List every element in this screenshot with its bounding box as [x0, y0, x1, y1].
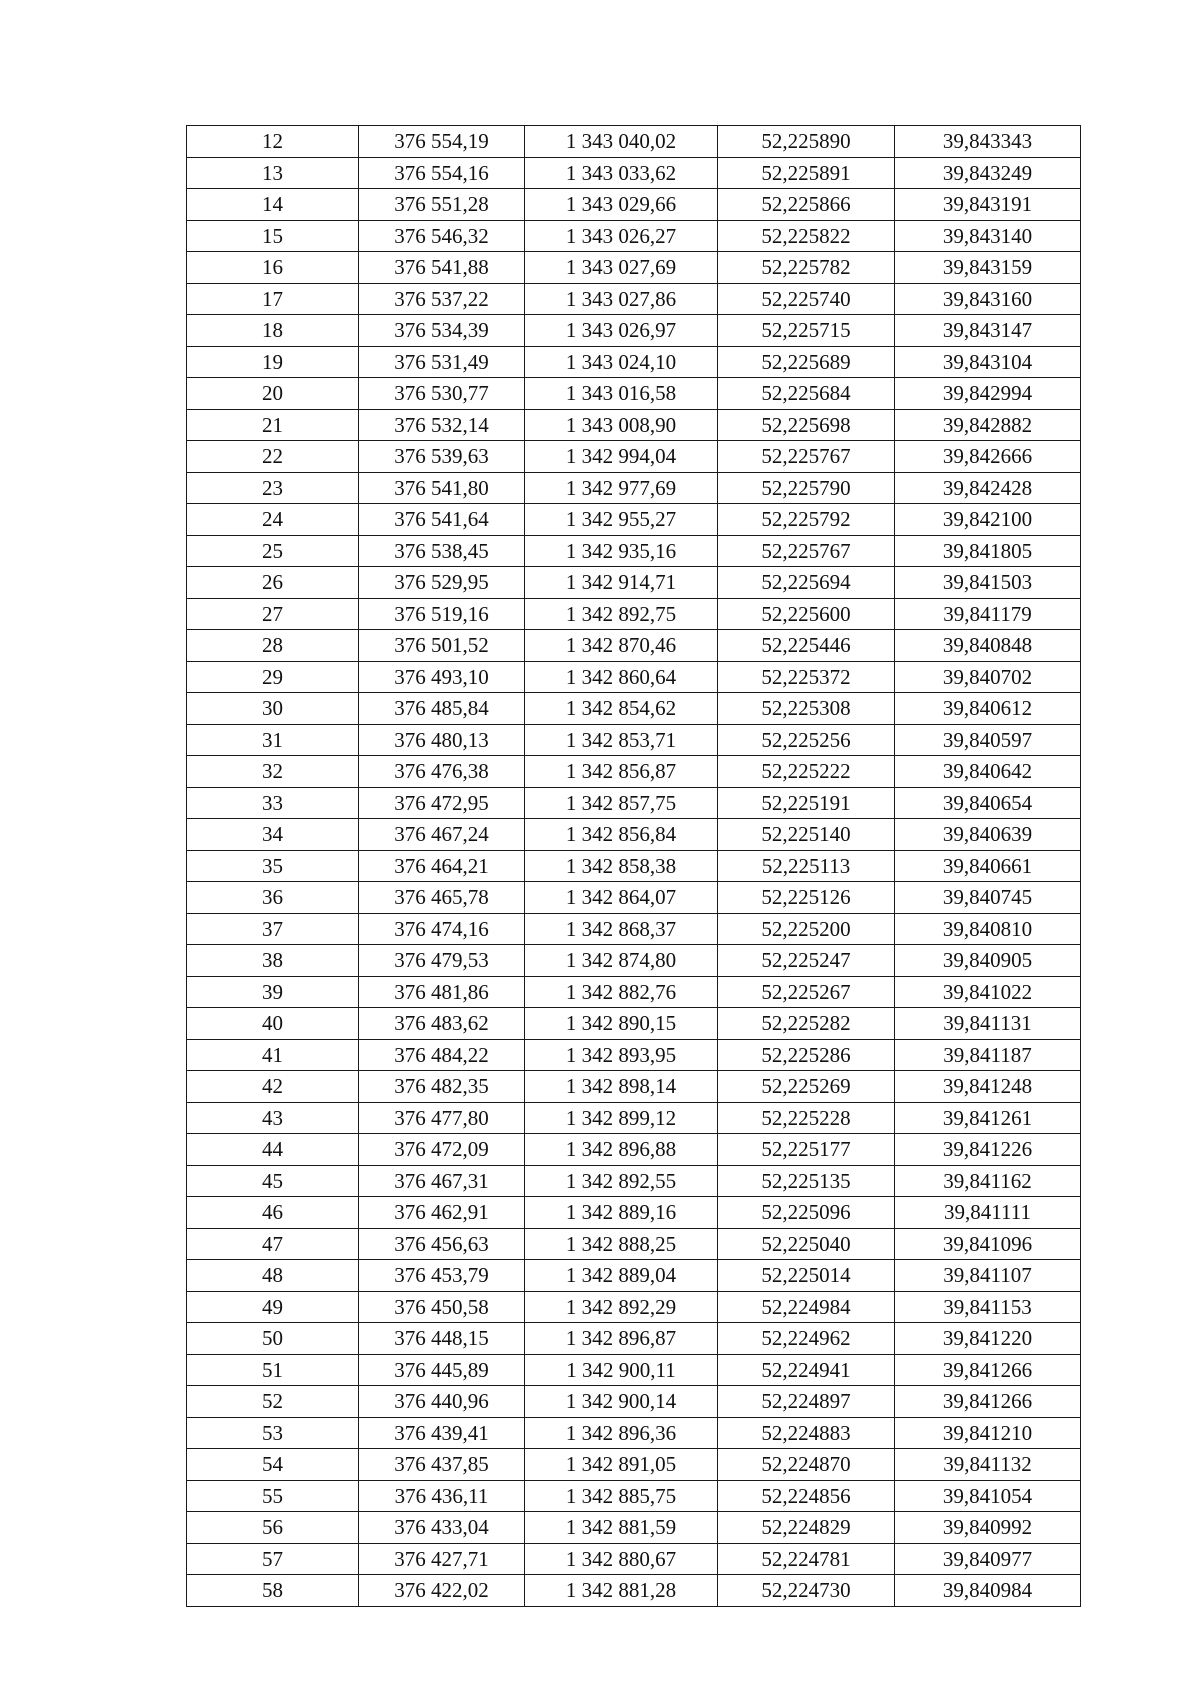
point-number-cell: 27	[187, 598, 359, 630]
longitude-cell: 39,841226	[895, 1134, 1081, 1166]
y-coordinate-cell: 1 342 892,75	[525, 598, 718, 630]
latitude-cell: 52,225782	[718, 252, 895, 284]
latitude-cell: 52,225267	[718, 976, 895, 1008]
latitude-cell: 52,225126	[718, 882, 895, 914]
longitude-cell: 39,842100	[895, 504, 1081, 536]
longitude-cell: 39,841162	[895, 1165, 1081, 1197]
point-number-cell: 54	[187, 1449, 359, 1481]
point-number-cell: 50	[187, 1323, 359, 1355]
point-number-cell: 52	[187, 1386, 359, 1418]
longitude-cell: 39,841248	[895, 1071, 1081, 1103]
x-coordinate-cell: 376 501,52	[359, 630, 525, 662]
y-coordinate-cell: 1 342 890,15	[525, 1008, 718, 1040]
latitude-cell: 52,225684	[718, 378, 895, 410]
table-row	[187, 882, 1081, 914]
x-coordinate-cell: 376 440,96	[359, 1386, 525, 1418]
x-coordinate-cell: 376 532,14	[359, 409, 525, 441]
table-row	[187, 1417, 1081, 1449]
table-row	[187, 1165, 1081, 1197]
point-number-cell: 53	[187, 1417, 359, 1449]
table-row	[187, 1008, 1081, 1040]
point-number-cell: 39	[187, 976, 359, 1008]
point-number-cell: 35	[187, 850, 359, 882]
longitude-cell: 39,841266	[895, 1386, 1081, 1418]
longitude-cell: 39,841153	[895, 1291, 1081, 1323]
y-coordinate-cell: 1 343 027,86	[525, 283, 718, 315]
latitude-cell: 52,225890	[718, 126, 895, 158]
x-coordinate-cell: 376 541,80	[359, 472, 525, 504]
longitude-cell: 39,843104	[895, 346, 1081, 378]
point-number-cell: 36	[187, 882, 359, 914]
point-number-cell: 55	[187, 1480, 359, 1512]
point-number-cell: 12	[187, 126, 359, 158]
y-coordinate-cell: 1 343 027,69	[525, 252, 718, 284]
y-coordinate-cell: 1 342 896,88	[525, 1134, 718, 1166]
longitude-cell: 39,840654	[895, 787, 1081, 819]
latitude-cell: 52,225740	[718, 283, 895, 315]
y-coordinate-cell: 1 342 858,38	[525, 850, 718, 882]
point-number-cell: 58	[187, 1575, 359, 1607]
y-coordinate-cell: 1 342 914,71	[525, 567, 718, 599]
table-row	[187, 567, 1081, 599]
x-coordinate-cell: 376 453,79	[359, 1260, 525, 1292]
x-coordinate-cell: 376 445,89	[359, 1354, 525, 1386]
x-coordinate-cell: 376 436,11	[359, 1480, 525, 1512]
x-coordinate-cell: 376 554,19	[359, 126, 525, 158]
table-row	[187, 1197, 1081, 1229]
latitude-cell: 52,224897	[718, 1386, 895, 1418]
latitude-cell: 52,225308	[718, 693, 895, 725]
longitude-cell: 39,840848	[895, 630, 1081, 662]
table-row	[187, 283, 1081, 315]
latitude-cell: 52,225866	[718, 189, 895, 221]
x-coordinate-cell: 376 465,78	[359, 882, 525, 914]
longitude-cell: 39,840661	[895, 850, 1081, 882]
table-row	[187, 598, 1081, 630]
x-coordinate-cell: 376 427,71	[359, 1543, 525, 1575]
y-coordinate-cell: 1 342 896,36	[525, 1417, 718, 1449]
x-coordinate-cell: 376 437,85	[359, 1449, 525, 1481]
point-number-cell: 26	[187, 567, 359, 599]
point-number-cell: 29	[187, 661, 359, 693]
y-coordinate-cell: 1 342 856,84	[525, 819, 718, 851]
latitude-cell: 52,225372	[718, 661, 895, 693]
point-number-cell: 30	[187, 693, 359, 725]
x-coordinate-cell: 376 519,16	[359, 598, 525, 630]
y-coordinate-cell: 1 342 854,62	[525, 693, 718, 725]
latitude-cell: 52,225600	[718, 598, 895, 630]
table-row	[187, 1323, 1081, 1355]
latitude-cell: 52,224829	[718, 1512, 895, 1544]
longitude-cell: 39,841111	[895, 1197, 1081, 1229]
y-coordinate-cell: 1 343 026,27	[525, 220, 718, 252]
x-coordinate-cell: 376 481,86	[359, 976, 525, 1008]
table-row	[187, 693, 1081, 725]
y-coordinate-cell: 1 342 889,04	[525, 1260, 718, 1292]
table-row	[187, 1575, 1081, 1607]
x-coordinate-cell: 376 467,31	[359, 1165, 525, 1197]
x-coordinate-cell: 376 531,49	[359, 346, 525, 378]
latitude-cell: 52,225191	[718, 787, 895, 819]
point-number-cell: 40	[187, 1008, 359, 1040]
latitude-cell: 52,225177	[718, 1134, 895, 1166]
latitude-cell: 52,225247	[718, 945, 895, 977]
y-coordinate-cell: 1 342 898,14	[525, 1071, 718, 1103]
latitude-cell: 52,225767	[718, 535, 895, 567]
table-row	[187, 157, 1081, 189]
table-row	[187, 1543, 1081, 1575]
longitude-cell: 39,843343	[895, 126, 1081, 158]
longitude-cell: 39,843140	[895, 220, 1081, 252]
point-number-cell: 18	[187, 315, 359, 347]
y-coordinate-cell: 1 342 892,29	[525, 1291, 718, 1323]
latitude-cell: 52,224883	[718, 1417, 895, 1449]
longitude-cell: 39,841503	[895, 567, 1081, 599]
longitude-cell: 39,843160	[895, 283, 1081, 315]
x-coordinate-cell: 376 546,32	[359, 220, 525, 252]
table-row	[187, 1134, 1081, 1166]
latitude-cell: 52,225222	[718, 756, 895, 788]
table-row	[187, 1386, 1081, 1418]
latitude-cell: 52,225135	[718, 1165, 895, 1197]
point-number-cell: 41	[187, 1039, 359, 1071]
table-row	[187, 378, 1081, 410]
longitude-cell: 39,840702	[895, 661, 1081, 693]
latitude-cell: 52,225694	[718, 567, 895, 599]
x-coordinate-cell: 376 537,22	[359, 283, 525, 315]
y-coordinate-cell: 1 342 864,07	[525, 882, 718, 914]
table-row	[187, 1291, 1081, 1323]
x-coordinate-cell: 376 462,91	[359, 1197, 525, 1229]
longitude-cell: 39,840984	[895, 1575, 1081, 1607]
y-coordinate-cell: 1 343 024,10	[525, 346, 718, 378]
longitude-cell: 39,841266	[895, 1354, 1081, 1386]
longitude-cell: 39,843159	[895, 252, 1081, 284]
table-row	[187, 535, 1081, 567]
y-coordinate-cell: 1 342 899,12	[525, 1102, 718, 1134]
point-number-cell: 32	[187, 756, 359, 788]
point-number-cell: 22	[187, 441, 359, 473]
table-row	[187, 252, 1081, 284]
x-coordinate-cell: 376 472,95	[359, 787, 525, 819]
latitude-cell: 52,224856	[718, 1480, 895, 1512]
table-row	[187, 189, 1081, 221]
table-row	[187, 1512, 1081, 1544]
point-number-cell: 19	[187, 346, 359, 378]
latitude-cell: 52,225891	[718, 157, 895, 189]
longitude-cell: 39,842882	[895, 409, 1081, 441]
table-row	[187, 756, 1081, 788]
table-row	[187, 346, 1081, 378]
y-coordinate-cell: 1 342 856,87	[525, 756, 718, 788]
latitude-cell: 52,224984	[718, 1291, 895, 1323]
point-number-cell: 43	[187, 1102, 359, 1134]
y-coordinate-cell: 1 342 893,95	[525, 1039, 718, 1071]
y-coordinate-cell: 1 342 955,27	[525, 504, 718, 536]
point-number-cell: 51	[187, 1354, 359, 1386]
table-row	[187, 724, 1081, 756]
coordinates-table	[186, 125, 1081, 1607]
latitude-cell: 52,225228	[718, 1102, 895, 1134]
x-coordinate-cell: 376 467,24	[359, 819, 525, 851]
point-number-cell: 15	[187, 220, 359, 252]
table-row	[187, 1071, 1081, 1103]
point-number-cell: 49	[187, 1291, 359, 1323]
y-coordinate-cell: 1 342 868,37	[525, 913, 718, 945]
x-coordinate-cell: 376 479,53	[359, 945, 525, 977]
point-number-cell: 37	[187, 913, 359, 945]
longitude-cell: 39,840642	[895, 756, 1081, 788]
point-number-cell: 34	[187, 819, 359, 851]
x-coordinate-cell: 376 474,16	[359, 913, 525, 945]
x-coordinate-cell: 376 476,38	[359, 756, 525, 788]
y-coordinate-cell: 1 342 900,11	[525, 1354, 718, 1386]
longitude-cell: 39,840745	[895, 882, 1081, 914]
coordinates-table-body	[187, 126, 1081, 1607]
latitude-cell: 52,224781	[718, 1543, 895, 1575]
longitude-cell: 39,841131	[895, 1008, 1081, 1040]
y-coordinate-cell: 1 343 029,66	[525, 189, 718, 221]
latitude-cell: 52,224962	[718, 1323, 895, 1355]
x-coordinate-cell: 376 433,04	[359, 1512, 525, 1544]
table-row	[187, 1260, 1081, 1292]
latitude-cell: 52,225792	[718, 504, 895, 536]
longitude-cell: 39,841220	[895, 1323, 1081, 1355]
x-coordinate-cell: 376 554,16	[359, 157, 525, 189]
longitude-cell: 39,841132	[895, 1449, 1081, 1481]
x-coordinate-cell: 376 472,09	[359, 1134, 525, 1166]
x-coordinate-cell: 376 538,45	[359, 535, 525, 567]
x-coordinate-cell: 376 539,63	[359, 441, 525, 473]
latitude-cell: 52,224730	[718, 1575, 895, 1607]
point-number-cell: 24	[187, 504, 359, 536]
y-coordinate-cell: 1 342 994,04	[525, 441, 718, 473]
y-coordinate-cell: 1 342 857,75	[525, 787, 718, 819]
y-coordinate-cell: 1 343 016,58	[525, 378, 718, 410]
point-number-cell: 28	[187, 630, 359, 662]
longitude-cell: 39,841187	[895, 1039, 1081, 1071]
point-number-cell: 16	[187, 252, 359, 284]
point-number-cell: 31	[187, 724, 359, 756]
y-coordinate-cell: 1 342 889,16	[525, 1197, 718, 1229]
longitude-cell: 39,842994	[895, 378, 1081, 410]
latitude-cell: 52,224941	[718, 1354, 895, 1386]
table-row	[187, 819, 1081, 851]
latitude-cell: 52,225269	[718, 1071, 895, 1103]
y-coordinate-cell: 1 342 900,14	[525, 1386, 718, 1418]
latitude-cell: 52,225698	[718, 409, 895, 441]
y-coordinate-cell: 1 342 888,25	[525, 1228, 718, 1260]
longitude-cell: 39,840905	[895, 945, 1081, 977]
table-row	[187, 1228, 1081, 1260]
y-coordinate-cell: 1 343 033,62	[525, 157, 718, 189]
point-number-cell: 57	[187, 1543, 359, 1575]
y-coordinate-cell: 1 342 892,55	[525, 1165, 718, 1197]
latitude-cell: 52,225096	[718, 1197, 895, 1229]
longitude-cell: 39,841210	[895, 1417, 1081, 1449]
table-row	[187, 409, 1081, 441]
longitude-cell: 39,841261	[895, 1102, 1081, 1134]
longitude-cell: 39,841805	[895, 535, 1081, 567]
document-page	[186, 125, 1080, 1607]
point-number-cell: 56	[187, 1512, 359, 1544]
y-coordinate-cell: 1 342 977,69	[525, 472, 718, 504]
y-coordinate-cell: 1 342 896,87	[525, 1323, 718, 1355]
point-number-cell: 13	[187, 157, 359, 189]
x-coordinate-cell: 376 529,95	[359, 567, 525, 599]
y-coordinate-cell: 1 342 891,05	[525, 1449, 718, 1481]
x-coordinate-cell: 376 456,63	[359, 1228, 525, 1260]
y-coordinate-cell: 1 342 882,76	[525, 976, 718, 1008]
table-row	[187, 945, 1081, 977]
point-number-cell: 38	[187, 945, 359, 977]
point-number-cell: 17	[187, 283, 359, 315]
x-coordinate-cell: 376 482,35	[359, 1071, 525, 1103]
y-coordinate-cell: 1 342 881,59	[525, 1512, 718, 1544]
latitude-cell: 52,225040	[718, 1228, 895, 1260]
longitude-cell: 39,841107	[895, 1260, 1081, 1292]
x-coordinate-cell: 376 530,77	[359, 378, 525, 410]
x-coordinate-cell: 376 480,13	[359, 724, 525, 756]
longitude-cell: 39,841054	[895, 1480, 1081, 1512]
latitude-cell: 52,225689	[718, 346, 895, 378]
table-row	[187, 976, 1081, 1008]
longitude-cell: 39,841179	[895, 598, 1081, 630]
latitude-cell: 52,225014	[718, 1260, 895, 1292]
point-number-cell: 14	[187, 189, 359, 221]
x-coordinate-cell: 376 464,21	[359, 850, 525, 882]
longitude-cell: 39,843249	[895, 157, 1081, 189]
longitude-cell: 39,840612	[895, 693, 1081, 725]
latitude-cell: 52,224870	[718, 1449, 895, 1481]
y-coordinate-cell: 1 342 853,71	[525, 724, 718, 756]
x-coordinate-cell: 376 534,39	[359, 315, 525, 347]
y-coordinate-cell: 1 342 870,46	[525, 630, 718, 662]
longitude-cell: 39,843191	[895, 189, 1081, 221]
point-number-cell: 42	[187, 1071, 359, 1103]
x-coordinate-cell: 376 551,28	[359, 189, 525, 221]
longitude-cell: 39,840639	[895, 819, 1081, 851]
y-coordinate-cell: 1 342 885,75	[525, 1480, 718, 1512]
latitude-cell: 52,225113	[718, 850, 895, 882]
latitude-cell: 52,225200	[718, 913, 895, 945]
point-number-cell: 44	[187, 1134, 359, 1166]
y-coordinate-cell: 1 343 026,97	[525, 315, 718, 347]
longitude-cell: 39,840597	[895, 724, 1081, 756]
table-row	[187, 472, 1081, 504]
x-coordinate-cell: 376 439,41	[359, 1417, 525, 1449]
table-row	[187, 913, 1081, 945]
longitude-cell: 39,842428	[895, 472, 1081, 504]
latitude-cell: 52,225286	[718, 1039, 895, 1071]
latitude-cell: 52,225256	[718, 724, 895, 756]
longitude-cell: 39,840977	[895, 1543, 1081, 1575]
x-coordinate-cell: 376 484,22	[359, 1039, 525, 1071]
x-coordinate-cell: 376 485,84	[359, 693, 525, 725]
x-coordinate-cell: 376 477,80	[359, 1102, 525, 1134]
x-coordinate-cell: 376 483,62	[359, 1008, 525, 1040]
latitude-cell: 52,225790	[718, 472, 895, 504]
table-row	[187, 1102, 1081, 1134]
point-number-cell: 33	[187, 787, 359, 819]
table-row	[187, 850, 1081, 882]
latitude-cell: 52,225446	[718, 630, 895, 662]
latitude-cell: 52,225767	[718, 441, 895, 473]
table-row	[187, 504, 1081, 536]
x-coordinate-cell: 376 448,15	[359, 1323, 525, 1355]
longitude-cell: 39,840992	[895, 1512, 1081, 1544]
table-row	[187, 1449, 1081, 1481]
point-number-cell: 23	[187, 472, 359, 504]
table-row	[187, 787, 1081, 819]
table-row	[187, 441, 1081, 473]
point-number-cell: 25	[187, 535, 359, 567]
point-number-cell: 48	[187, 1260, 359, 1292]
table-row	[187, 661, 1081, 693]
x-coordinate-cell: 376 422,02	[359, 1575, 525, 1607]
longitude-cell: 39,841022	[895, 976, 1081, 1008]
longitude-cell: 39,841096	[895, 1228, 1081, 1260]
y-coordinate-cell: 1 343 040,02	[525, 126, 718, 158]
latitude-cell: 52,225140	[718, 819, 895, 851]
latitude-cell: 52,225715	[718, 315, 895, 347]
point-number-cell: 20	[187, 378, 359, 410]
y-coordinate-cell: 1 342 860,64	[525, 661, 718, 693]
table-row	[187, 1354, 1081, 1386]
x-coordinate-cell: 376 541,64	[359, 504, 525, 536]
y-coordinate-cell: 1 342 874,80	[525, 945, 718, 977]
table-row	[187, 315, 1081, 347]
latitude-cell: 52,225282	[718, 1008, 895, 1040]
table-row	[187, 126, 1081, 158]
table-row	[187, 220, 1081, 252]
y-coordinate-cell: 1 342 880,67	[525, 1543, 718, 1575]
point-number-cell: 21	[187, 409, 359, 441]
table-row	[187, 630, 1081, 662]
x-coordinate-cell: 376 493,10	[359, 661, 525, 693]
y-coordinate-cell: 1 343 008,90	[525, 409, 718, 441]
y-coordinate-cell: 1 342 935,16	[525, 535, 718, 567]
longitude-cell: 39,842666	[895, 441, 1081, 473]
y-coordinate-cell: 1 342 881,28	[525, 1575, 718, 1607]
longitude-cell: 39,843147	[895, 315, 1081, 347]
point-number-cell: 45	[187, 1165, 359, 1197]
point-number-cell: 46	[187, 1197, 359, 1229]
latitude-cell: 52,225822	[718, 220, 895, 252]
longitude-cell: 39,840810	[895, 913, 1081, 945]
point-number-cell: 47	[187, 1228, 359, 1260]
x-coordinate-cell: 376 450,58	[359, 1291, 525, 1323]
table-row	[187, 1039, 1081, 1071]
x-coordinate-cell: 376 541,88	[359, 252, 525, 284]
table-row	[187, 1480, 1081, 1512]
